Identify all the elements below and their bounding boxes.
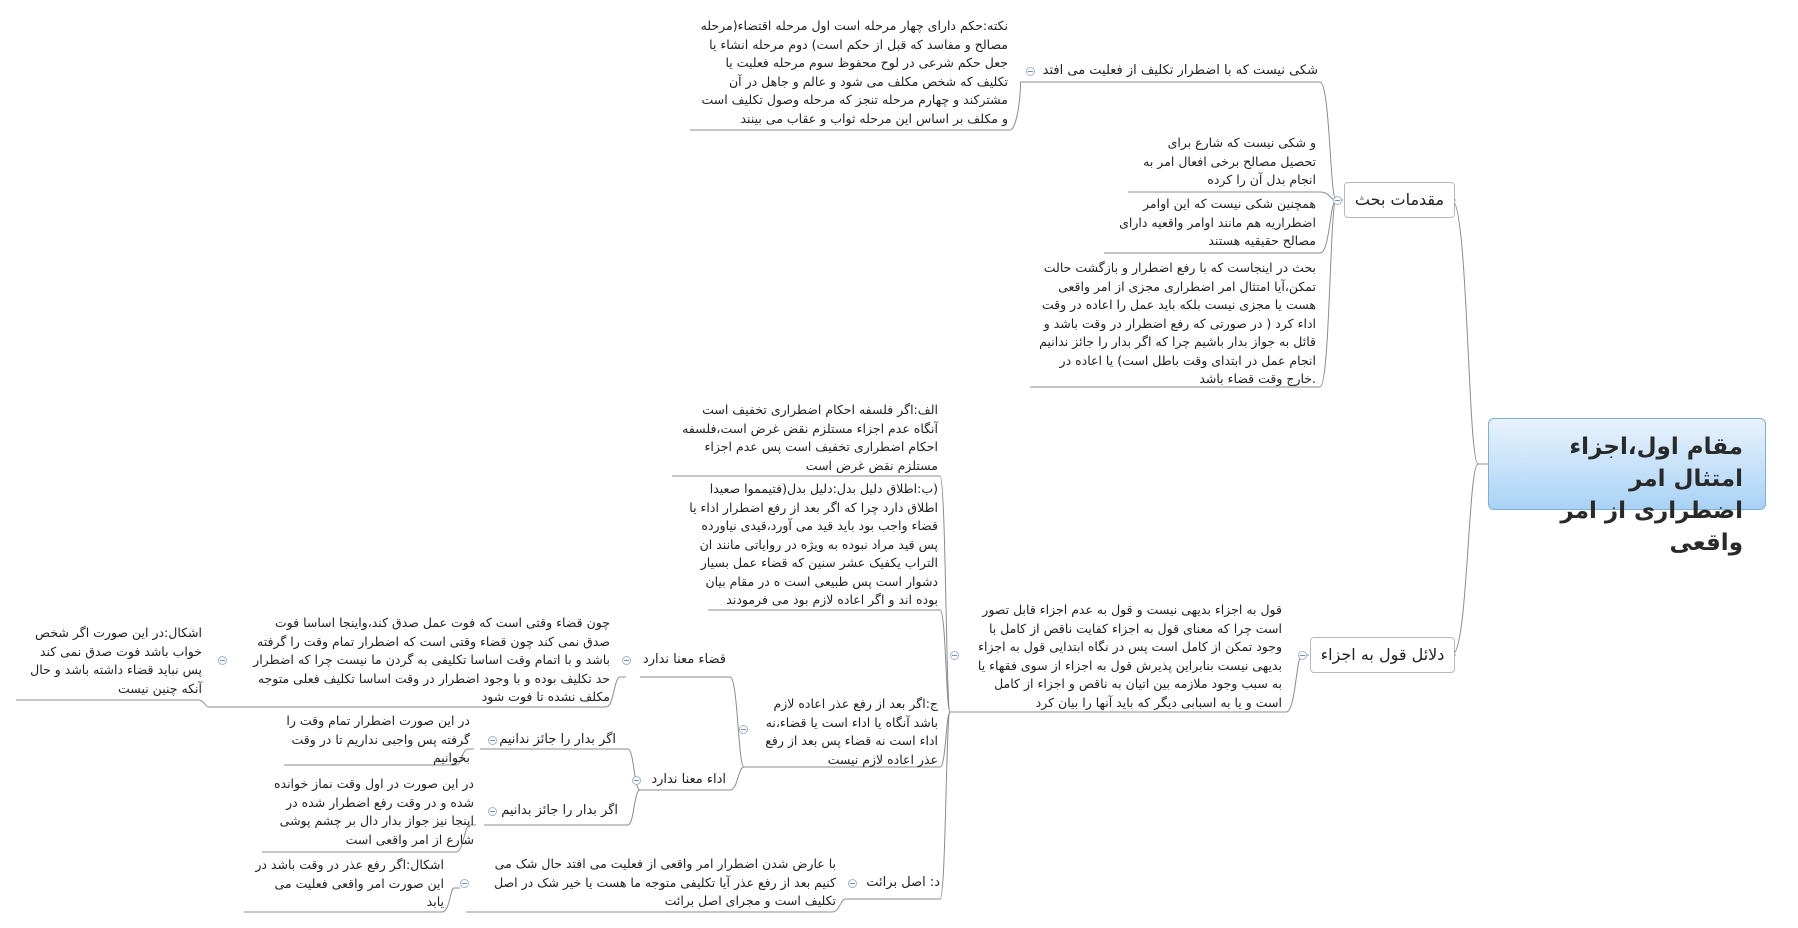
connector-root-dalail	[1452, 464, 1488, 655]
topic-qaza-ishkal[interactable]: اشکال:در این صورت اگر شخص خواب باشد فوت صدق نمی کند پس نباید قضاء داشته باشد و حال آنکه چنین نیست	[30, 625, 202, 696]
collapse-icon[interactable]	[950, 651, 959, 660]
branch-dalail[interactable]: دلائل قول به اجزاء	[1310, 637, 1455, 673]
collapse-icon[interactable]	[1333, 196, 1342, 205]
topic-ada-na-jaiz-text[interactable]: در این صورت اضطرار تمام وقت را گرفته پس واجبی نداریم تا در وقت بخوانیم	[286, 713, 470, 765]
topic-note[interactable]: نکته:حکم دارای چهار مرحله است اول مرحله اقتضاء(مرحله مصالح و مفاسد که قبل از حکم است) دوم مرحله انشاء یا جعل حکم شرعی در لوح محفوظ سوم مرحله فعلیت یا تکلیف که شخص مکلف می شود و عالم و جاهل در آن مشترکند و چهارم مرحله تنجز که مرحله وصول تکلیف است و مکلف بر اساس این مرحله ثواب و عقاب می بینند	[700, 18, 1008, 126]
collapse-icon[interactable]	[488, 736, 497, 745]
collapse-icon[interactable]	[622, 656, 631, 665]
topic-dal-text[interactable]: با عارض شدن اضطرار امر واقعی از فعلیت می افتد حال شک می کنیم بعد از رفع عذر آیا تکلیفی متوجه ما هست یا خیر شک در اصل تکلیف است و مجرای اصل برائت	[494, 856, 836, 908]
topic-dal-ishkal[interactable]: اشکال:اگر رفع عذر در وقت باشد در این صورت امر واقعی فعلیت می یابد	[255, 857, 444, 909]
connector-root-muqaddamat	[1452, 200, 1488, 464]
root-topic[interactable]: مقام اول،اجزاء امتثال امر اضطراری از امر واقعی	[1488, 418, 1766, 510]
topic-awamir[interactable]: همچنین شکی نیست که این اوامر اضطراریه هم مانند اوامر واقعیه دارای مصالح حقیقیه هستند	[1119, 196, 1316, 248]
topic-alef[interactable]: الف:اگر فلسفه احکام اضطراری تخفیف است آنگاه عدم اجزاء مستلزم نقض غرض است،فلسفه احکام اضطراری تخفیف است پس عدم اجزاء مستلزم نقض غرض است	[682, 402, 938, 473]
topic-qaza[interactable]: قضاء معنا ندارد	[642, 652, 726, 667]
collapse-icon[interactable]	[488, 807, 497, 816]
collapse-icon[interactable]	[460, 879, 469, 888]
branch-muqaddamat[interactable]: مقدمات بحث	[1344, 182, 1455, 218]
collapse-icon[interactable]	[632, 776, 641, 785]
topic-fi3liyat[interactable]: شکی نیست که با اضطرار تکلیف از فعلیت می افتد	[1042, 63, 1318, 78]
topic-dalail-main[interactable]: قول به اجزاء بدیهی نیست و قول به عدم اجزاء قابل تصور است چرا که معنای قول به اجزاء کفایت ناقص از کامل با وجود تمکن از کامل است پس در نگاه ابتدایی قول به اجزاء بدیهی نیست بنابراین پذیرش قول به اجزاء از سوی فقهاء یا به سبب وجود ملازمه بین اتیان به ناقص و اجزاء از کامل است و یا به اسبابی دیگر که باید آنها را بیان کرد	[977, 602, 1282, 710]
topic-ada-jaiz-text[interactable]: در این صورت در اول وقت نماز خوانده شده و در وقت رفع اضطرار شده در اینجا نیز جواز بدار دال بر چشم پوشی شارع از امر واقعی است	[273, 776, 474, 847]
topic-ada-jaiz[interactable]: اگر بدار را جائز بدانیم	[501, 803, 618, 818]
topic-qaza-text[interactable]: چون قضاء وقتی است که فوت عمل صدق کند،واینجا اساسا فوت صدق نمی کند چون قضاء وقتی است که اضطرار تمام وقت را گرفته باشد و با اتمام وقت اساسا تکلیفی به گردن ما نیست چرا که اضطرار حد تکلیف بوده و با وجود اضطرار در وقت اساسا تکلیف فعلی متوجه مکلف نشده تا فوت شود	[253, 615, 610, 704]
collapse-icon[interactable]	[739, 725, 748, 734]
topic-ada[interactable]: اداء معنا ندارد	[651, 772, 726, 787]
topic-ada-na-jaiz[interactable]: اگر بدار را جائز ندانیم	[499, 732, 616, 747]
topic-be[interactable]: (ب:اطلاق دلیل بدل:دلیل بدل(فتیمموا صعیدا اطلاق دارد چرا که اگر بعد از رفع اضطرار اداء یا قضاء واجب بود باید قید می آورد،قیدی نیاورده پس قید مراد نبوده به ویژه در روایاتی مانند ان التراب یکفیک عشر سنین که قضاء عمل بسیار دشوار است پس طبیعی است ه در مقام بیان بوده اند و اگر اعاده لازم بود می فرمودند	[689, 481, 938, 607]
collapse-icon[interactable]	[1026, 67, 1035, 76]
collapse-icon[interactable]	[848, 879, 857, 888]
collapse-icon[interactable]	[218, 656, 227, 665]
topic-jim[interactable]: ج:اگر بعد از رفع عذر اعاده لازم باشد آنگاه یا اداء است یا قضاء،نه اداء است نه قضاء پس بعد از رفع عذر اعاده لازم نیست	[765, 696, 938, 767]
topic-bahth[interactable]: بحث در اینجاست که با رفع اضطرار و بازگشت حالت تمکن،آیا امتثال امر اضطراری مجزی از امر واقعی هست یا مجزی نیست بلکه باید عمل را اعاده در وقت اداء کرد ( در صورتی که رفع اضطرار در وقت باشد و قائل به جواز بدار باشیم چرا که اگر بدار را جائز ندانیم انجام عمل در ابتدای وقت باطل است) یا اعاده در .خارج وقت قضاء باشد	[1039, 260, 1316, 386]
topic-dal[interactable]: د: اصل برائت	[866, 875, 940, 890]
collapse-icon[interactable]	[1298, 651, 1307, 660]
topic-badal[interactable]: و شکی نیست که شارع برای تحصیل مصالح برخی افعال امر به انجام بدل آن را کرده	[1143, 135, 1316, 187]
